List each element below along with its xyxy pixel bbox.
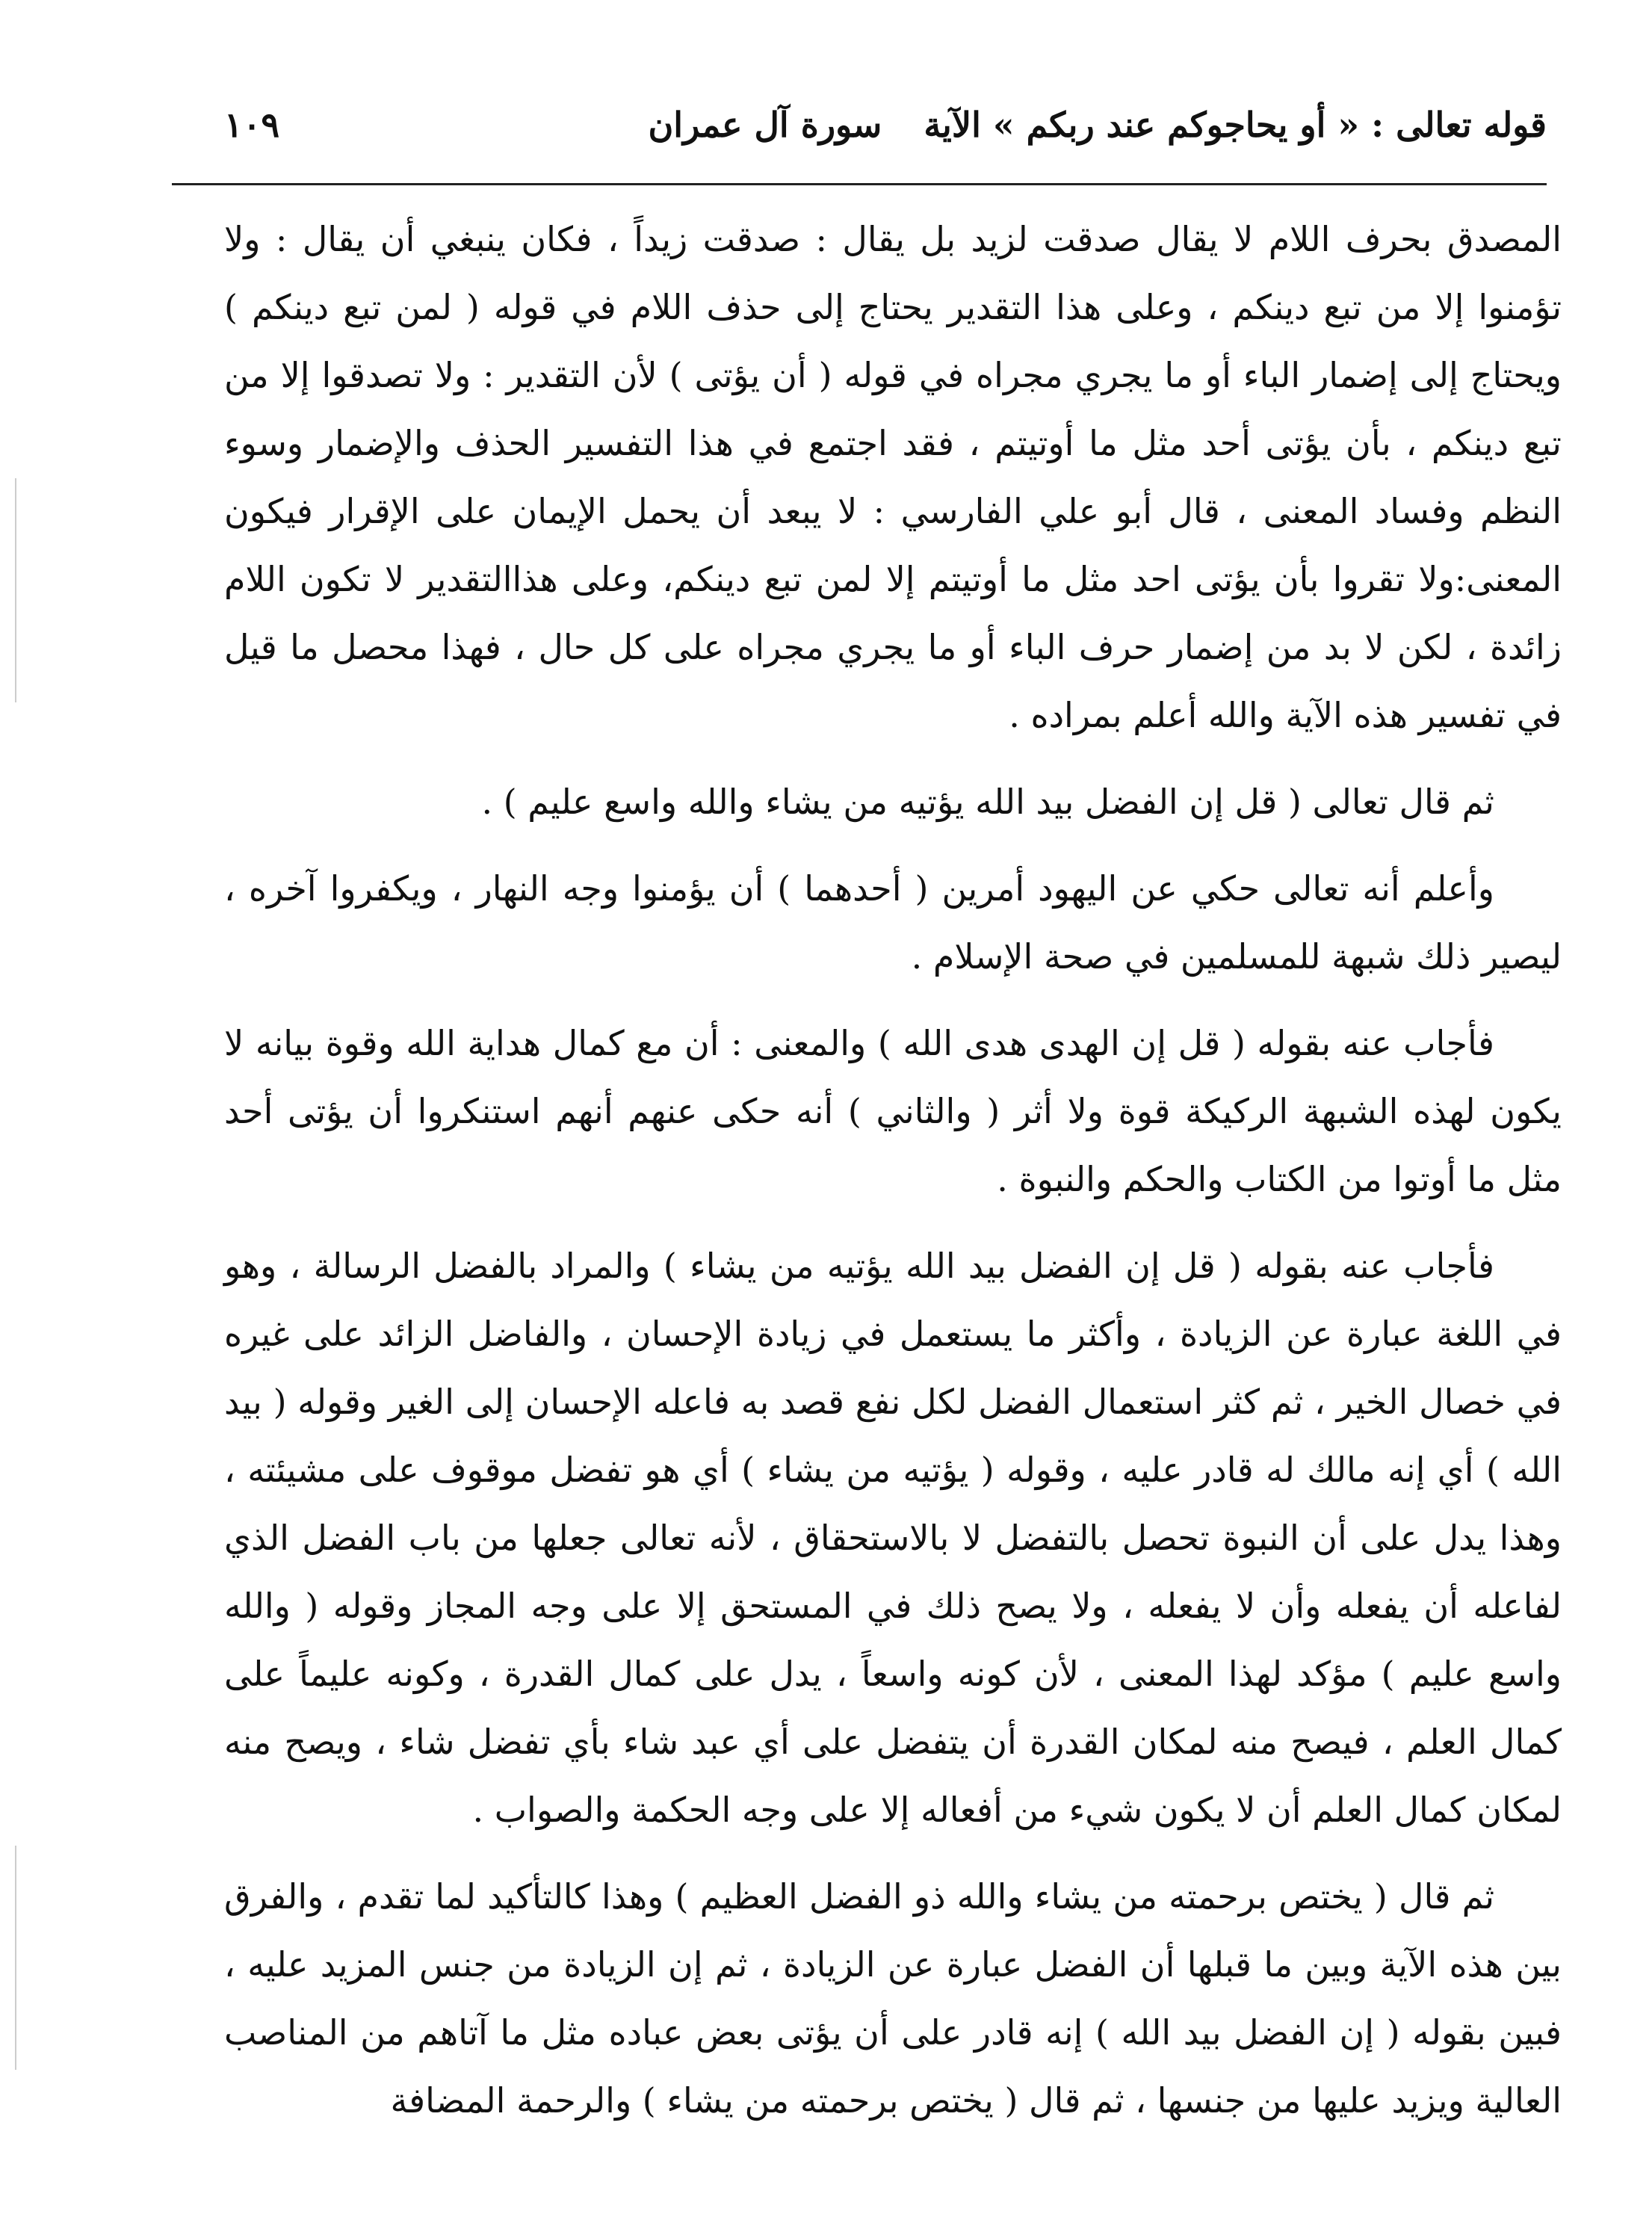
paragraph: فأجاب عنه بقوله ( قل إن الهدى هدى الله ) والمعنى : أن مع كمال هداية الله وقوة بيانه لا يكون لهذه الشبهة الركيكة قوة ولا أثر ( والثاني ) أنه حكى عنهم أنهم استنكروا أن يؤتى أحد مثل ما أوتوا من الكتاب والحكم والنبوة . [224, 1023, 1562, 1199]
paragraph: فأجاب عنه بقوله ( قل إن الفضل بيد الله يؤتيه من يشاء ) والمراد بالفضل الرسالة ، وهو في اللغة عبارة عن الزيادة ، وأكثر ما يستعمل في زيادة الإحسان ، والفاضل الزائد على غيره في خصال الخير ، ثم كثر استعمال الفضل لكل نفع قصد به فاعله الإحسان إلى الغير وقوله ( بيد الله ) أي إنه مالك له قادر عليه ، وقوله ( يؤتيه من يشاء ) أي هو تفضل موقوف على مشيئته ، وهذا يدل على أن النبوة تحصل بالتفضل لا بالاستحقاق ، لأنه تعالى جعلها من باب الفضل الذي لفاعله أن يفعله وأن لا يفعله ، ولا يصح ذلك في المستحق إلا على وجه المجاز وقوله ( والله واسع عليم ) مؤكد لهذا المعنى ، لأن كونه واسعاً ، يدل على كمال القدرة ، وكونه عليماً على كمال العلم ، فيصح منه لمكان القدرة أن يتفضل على أي عبد شاء بأي تفضل شاء ، ويصح منه لمكان كمال العلم أن لا يكون شيء من أفعاله إلا على وجه الحكمة والصواب . [224, 1246, 1562, 1830]
scan-edge-mark [15, 478, 16, 702]
surah-name: سورة آل عمران [648, 105, 882, 145]
page-header [217, 105, 1547, 164]
body-text [224, 205, 1562, 2153]
paragraph: المصدق بحرف اللام لا يقال صدقت لزيد بل يقال : صدقت زيداً ، فكان ينبغي أن يقال : ولا تؤمنوا إلا من تبع دينكم ، وعلى هذا التقدير يحتاج إلى حذف اللام في قوله ( لمن تبع دينكم ) ويحتاج إلى إضمار الباء أو ما يجري مجراه في قوله ( أن يؤتى ) لأن التقدير : ولا تصدقوا إلا من تبع دينكم ، بأن يؤتى أحد مثل ما أوتيتم ، فقد اجتمع في هذا التفسير الحذف والإضمار وسوء النظم وفساد المعنى ، قال أبو علي الفارسي : لا يبعد أن يحمل الإيمان على الإقرار فيكون المعنى:ولا تقروا بأن يؤتى احد مثل ما أوتيتم إلا لمن تبع دينكم، وعلى هذاالتقدير لا تكون اللام زائدة ، لكن لا بد من إضمار حرف الباء أو ما يجري مجراه على كل حال ، فهذا محصل ما قيل في تفسير هذه الآية والله أعلم بمراده . [224, 219, 1562, 735]
paragraph: ثم قال ( يختص برحمته من يشاء والله ذو الفضل العظيم ) وهذا كالتأكيد لما تقدم ، والفرق بين هذه الآية وبين ما قبلها أن الفضل عبارة عن الزيادة ، ثم إن الزيادة من جنس المزيد عليه ، فبين بقوله ( إن الفضل بيد الله ) إنه قادر على أن يؤتى بعض عباده مثل ما آتاهم من المناصب العالية ويزيد عليها من جنسها ، ثم قال ( يختص برحمته من يشاء ) والرحمة المضافة [224, 1876, 1562, 2121]
page-number: ١٠٩ [224, 105, 280, 145]
verse-title: قوله تعالى : « أو يحاجوكم عند ربكم » الآية [924, 105, 1547, 145]
paragraph: وأعلم أنه تعالى حكي عن اليهود أمرين ( أحدهما ) أن يؤمنوا وجه النهار ، ويكفروا آخره ، ليصير ذلك شبهة للمسلمين في صحة الإسلام . [224, 868, 1562, 977]
paragraph: ثم قال تعالى ( قل إن الفضل بيد الله يؤتيه من يشاء والله واسع عليم ) . [481, 782, 1494, 822]
header-rule [172, 183, 1547, 185]
running-head [649, 105, 1547, 145]
scan-edge-mark [15, 1846, 16, 2070]
